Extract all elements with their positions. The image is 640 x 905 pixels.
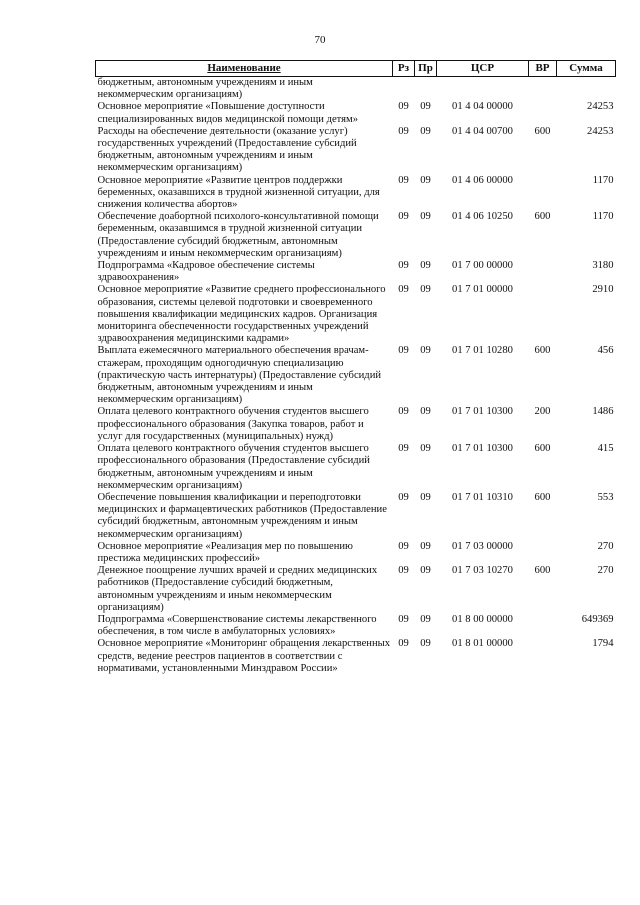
cell-vr: 600 <box>534 443 551 455</box>
cell-pr: 09 <box>420 125 431 137</box>
cell-sum: 553 <box>597 491 614 503</box>
cell-rz: 09 <box>398 101 409 113</box>
cell-csr: 01 7 01 10300 <box>452 443 513 455</box>
cell-name: Оплата целевого контрактного обучения студентов высшего профессионального образования (Предоставление субсидий бюджетным, автономным учреждениям и иным некоммерческим организациям) <box>97 443 370 491</box>
cell-vr: 200 <box>534 406 551 418</box>
cell-name: Основное мероприятие «Развитие центров поддержки беременных, оказавшихся в трудной жизненной ситуации, для снижения количества абортов» <box>97 174 380 211</box>
cell-rz <box>393 77 415 102</box>
cell-name: Основное мероприятие «Реализация мер по повышению престижа медицинских профессий» <box>97 540 353 564</box>
table-row <box>96 638 616 675</box>
cell-pr: 09 <box>420 406 431 418</box>
cell-name: бюджетным, автономным учреждениям и иным некоммерческим организациям) <box>97 77 313 101</box>
cell-vr <box>529 614 557 638</box>
cell-name: Денежное поощрение лучших врачей и средних медицинских работников (Предоставление субсидий бюджетным, автономным учреждениям и иным некоммерческим организациям) <box>97 565 378 613</box>
cell-name: Основное мероприятие «Повышение доступности специализированных видов медицинской помощи детям» <box>97 101 359 125</box>
cell-csr: 01 7 01 10310 <box>452 491 513 503</box>
cell-name: Выплата ежемесячного материального обеспечения врачам-стажерам, проходящим одногодичную специализацию (практическую часть интернатуры) (Предоставление субсидий бюджетным, автономным учреждениям и иным некоммерческим организациям) <box>97 345 382 406</box>
column-header-csr: ЦСР <box>437 61 529 77</box>
cell-pr: 09 <box>420 101 431 113</box>
cell-csr: 01 8 01 00000 <box>452 638 513 650</box>
cell-vr: 600 <box>534 491 551 503</box>
cell-name: Основное мероприятие «Развитие среднего профессионального образования, системы целевой подготовки и своевременного повышения квалификации медицинских кадров. Организация мониторинга обеспеченности государственных учреждений здравоохранения медицинскими кадрами» <box>97 284 386 345</box>
budget-table <box>95 60 616 675</box>
cell-csr: 01 7 01 10300 <box>452 406 513 418</box>
cell-vr: 600 <box>534 565 551 577</box>
cell-rz: 09 <box>398 638 409 650</box>
cell-pr: 09 <box>420 638 431 650</box>
table-row <box>96 211 616 260</box>
cell-vr <box>529 260 557 284</box>
cell-sum: 270 <box>597 565 614 577</box>
cell-rz: 09 <box>398 284 409 296</box>
cell-pr: 09 <box>420 260 431 272</box>
cell-name: Расходы на обеспечение деятельности (оказание услуг) государственных учреждений (Предоставление субсидий бюджетным, автономным учреждениям и иным некоммерческим организациям) <box>97 125 357 174</box>
table-row <box>96 541 616 565</box>
cell-csr: 01 7 03 10270 <box>452 565 513 577</box>
cell-name: Обеспечение доабортной психолого-консультативной помощи беременным, оказавшимся в трудной жизненной ситуации (Предоставление субсидий бюджетным, автономным учреждениям и иным некоммерческим организациям) <box>97 211 379 259</box>
cell-name: Обеспечение повышения квалификации и переподготовки медицинских и фармацевтических работников (Предоставление субсидий бюджетным, автономным учреждениям и иным некоммерческим организациям) <box>97 491 387 540</box>
column-header-name: Наименование <box>96 61 393 77</box>
table-row <box>96 175 616 212</box>
column-header-vr: ВР <box>529 61 557 77</box>
cell-rz: 09 <box>398 540 409 552</box>
cell-csr <box>437 77 529 102</box>
cell-pr: 09 <box>420 284 431 296</box>
table-row <box>96 101 616 125</box>
cell-pr: 09 <box>420 491 431 503</box>
cell-rz: 09 <box>398 491 409 503</box>
cell-sum: 3180 <box>592 260 614 272</box>
cell-sum: 270 <box>597 540 614 552</box>
cell-vr: 600 <box>534 125 551 137</box>
cell-vr: 600 <box>534 345 551 357</box>
cell-vr <box>529 175 557 212</box>
cell-pr: 09 <box>420 211 431 223</box>
table-row <box>96 260 616 284</box>
cell-name: Подпрограмма «Кадровое обеспечение системы здравоохранения» <box>97 260 315 284</box>
cell-sum: 456 <box>597 345 614 357</box>
table-row <box>96 345 616 406</box>
cell-vr <box>529 284 557 345</box>
cell-csr: 01 4 06 10250 <box>452 211 513 223</box>
cell-pr <box>415 77 437 102</box>
cell-sum: 1170 <box>592 174 614 186</box>
cell-pr: 09 <box>420 565 431 577</box>
table-row <box>96 406 616 443</box>
page-number: 70 <box>314 34 326 46</box>
cell-sum: 1486 <box>592 406 614 418</box>
cell-rz: 09 <box>398 443 409 455</box>
cell-vr <box>529 77 557 102</box>
cell-rz: 09 <box>398 260 409 272</box>
cell-sum: 24253 <box>587 101 614 113</box>
cell-pr: 09 <box>420 540 431 552</box>
cell-rz: 09 <box>398 565 409 577</box>
cell-rz: 09 <box>398 406 409 418</box>
cell-vr <box>529 638 557 675</box>
cell-csr: 01 7 03 00000 <box>452 540 513 552</box>
cell-rz: 09 <box>398 125 409 137</box>
table-row <box>96 565 616 614</box>
table-row <box>96 126 616 175</box>
column-header-rz: Рз <box>393 61 415 77</box>
cell-name: Оплата целевого контрактного обучения студентов высшего профессионального образования (Закупка товаров, работ и услуг для государственных (муниципальных) нужд) <box>97 406 369 442</box>
cell-rz: 09 <box>398 613 409 625</box>
cell-rz: 09 <box>398 174 409 186</box>
cell-pr: 09 <box>420 613 431 625</box>
cell-csr: 01 7 01 10280 <box>452 345 513 357</box>
table-row <box>96 443 616 492</box>
cell-sum: 2910 <box>592 284 614 296</box>
table-row <box>96 492 616 541</box>
cell-pr: 09 <box>420 443 431 455</box>
cell-csr: 01 7 00 00000 <box>452 260 513 272</box>
cell-name: Подпрограмма «Совершенствование системы лекарственного обеспечения, в том числе в амбулаторных условиях» <box>97 613 377 638</box>
cell-csr: 01 4 04 00700 <box>452 125 513 137</box>
column-header-pr: Пр <box>415 61 437 77</box>
cell-sum: 649369 <box>581 613 614 625</box>
cell-rz: 09 <box>398 211 409 223</box>
cell-sum: 415 <box>597 443 614 455</box>
cell-csr: 01 4 04 00000 <box>452 101 513 113</box>
cell-sum: 1794 <box>592 638 614 650</box>
cell-sum <box>557 77 616 102</box>
cell-csr: 01 7 01 00000 <box>452 284 513 296</box>
table-row <box>96 284 616 345</box>
cell-csr: 01 8 00 00000 <box>452 613 513 625</box>
column-header-sum: Сумма <box>557 61 616 77</box>
cell-sum: 24253 <box>587 125 614 137</box>
table-body <box>96 77 616 675</box>
cell-vr <box>529 541 557 565</box>
cell-vr: 600 <box>534 211 551 223</box>
cell-csr: 01 4 06 00000 <box>452 174 513 186</box>
cell-name: Основное мероприятие «Мониторинг обращения лекарственных средств, ведение реестров пациентов в соответствии с нормативами, установленными Минздравом России» <box>97 638 391 674</box>
cell-sum: 1170 <box>592 211 614 223</box>
table-row <box>96 614 616 638</box>
cell-pr: 09 <box>420 345 431 357</box>
cell-vr <box>529 101 557 125</box>
table-header-row <box>96 61 616 77</box>
cell-rz: 09 <box>398 345 409 357</box>
table-row <box>96 77 616 102</box>
cell-pr: 09 <box>420 174 431 186</box>
